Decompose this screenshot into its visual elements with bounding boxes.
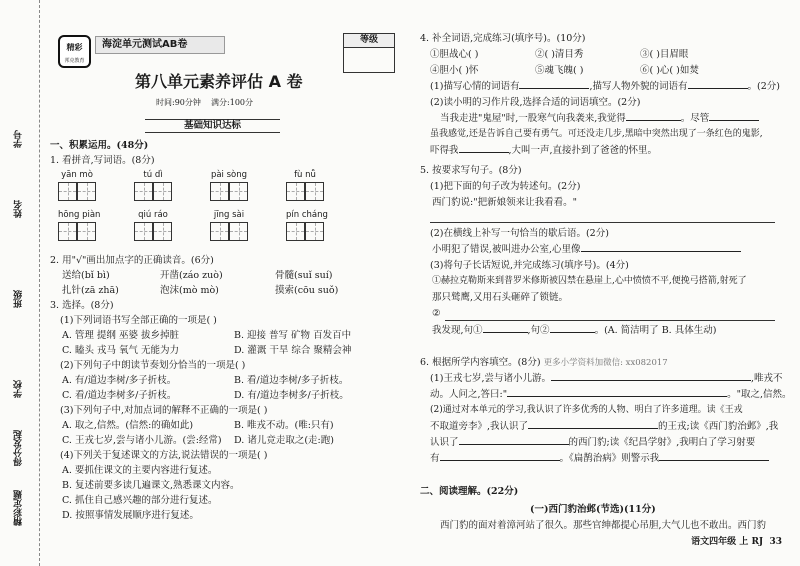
reading-title: (一)西门豹治邺(节选)(11分) [530,504,656,515]
q2-heading: 2. 用"√"画出加点字的正确读音。(6分) [50,255,214,266]
q6-2-text: 。《扁鹊治病》则警示我 [559,453,660,464]
q5-3-find-line [432,325,716,337]
sidebar-label-class: 班级 [14,290,24,308]
writing-cell[interactable] [305,182,324,201]
pinyin-item [134,210,172,240]
answer-blank[interactable] [709,120,759,121]
answer-blank[interactable] [459,444,569,445]
q6-1-line [430,373,783,385]
q3-4-question: (4)下列关于复述课文的方法,说法错误的一项是( ) [60,450,268,461]
pinyin-item [58,210,100,240]
sidebar-label-id: 学号 [14,130,24,148]
q4-1-line [430,81,780,93]
passage-text: 。尽管 [680,113,710,124]
q4-word[interactable]: ②( )清目秀 [535,49,584,60]
q2-option[interactable]: 扎针(zā zhā) [62,285,119,296]
reading-text: 西门豹的面对着漳河站了很久。那些官绅都提心吊胆,大气儿也不敢出。西门豹 [440,520,767,531]
writing-cell[interactable] [153,182,172,201]
q3-heading: 3. 选择。(8分) [50,300,114,311]
passage-text: 虽我感觉,还是告诉自己要有勇气。可还没走几步,黑暗中突然出现了一条红色的鬼影, [430,129,763,139]
pinyin-item [134,170,172,200]
answer-blank[interactable] [483,332,528,333]
answer-line[interactable] [430,222,775,223]
q1-heading: 1. 看拼音,写词语。(8分) [50,155,155,166]
q4-2-question: (2)读小明的习作片段,选择合适的词语填空。(2分) [430,97,641,108]
writing-cell[interactable] [77,182,96,201]
q5-1-text: 西门豹说:"把新娘领来让我看看。" [432,197,577,208]
brand-logo [58,35,91,68]
q6-heading-line [420,357,668,369]
q3-3-question: (3)下列句子中,对加点词的解释不正确的一项是( ) [60,405,268,416]
answer-blank[interactable] [519,88,589,89]
q6-1-line [430,389,791,401]
q6-2-text: 不取道旁李》,我认识了 [430,421,529,432]
q3-2-option-a[interactable]: A. 有/道边李树/多子折枝。 [62,375,177,386]
q2-option[interactable]: 泡沫(mò mò) [160,285,219,296]
time-label: 时间:90分钟 [156,98,201,107]
q5-3-question: (3)将句子长话短说,并完成练习(填序号)。(4分) [430,260,629,271]
section-banner-text: 基础知识达标 [183,120,241,131]
q6-2-text: 认识了 [430,437,459,448]
pinyin-text: pín cháng [286,210,328,220]
answer-blank[interactable] [626,120,681,121]
q3-4-option-b[interactable]: B. 复述前要多读几遍课文,熟悉课文内容。 [62,480,240,491]
q2-option[interactable]: 摸索(cōu suǒ) [275,285,339,296]
q4-word[interactable]: ⑤魂飞魄( ) [535,65,584,76]
grade-box [343,33,395,73]
pinyin-item [286,170,324,200]
answer-line[interactable] [445,320,775,321]
q5-3-find-text: 我发现,句① [432,325,483,336]
q3-3-option-a[interactable]: A. 取之,信然。(信然:的确如此) [62,420,194,431]
answer-blank[interactable] [659,460,769,461]
pinyin-text: yān mò [61,170,93,180]
q4-passage-line [440,113,759,125]
series-ribbon: 海淀单元测试AB卷 [95,36,225,54]
q6-2-text: 有 [430,453,440,464]
q3-1-option-a[interactable]: A. 管理 提纲 巫婆 拔乡掉脏 [62,330,179,341]
pinyin-text: fù nǚ [294,170,316,180]
score-label: 满分:100分 [211,98,254,107]
q6-2-line [430,437,755,449]
sidebar-brand: 精彩定题 [14,490,24,526]
binding-sidebar [0,0,40,566]
q4-1-text: ,描写人物外貌的词语有 [589,81,688,92]
pinyin-text: pài sòng [210,170,248,180]
answer-blank[interactable] [688,88,748,89]
answer-blank[interactable] [551,380,751,381]
pinyin-item [210,210,248,240]
q5-3-line-label: ② [432,308,441,319]
q3-3-option-b[interactable]: B. 唯戎不动。(唯:只有) [234,420,334,431]
grade-label: 等级 [344,34,394,48]
answer-blank[interactable] [528,428,658,429]
q3-4-option-d[interactable]: D. 按照事情发展顺序进行复述。 [62,510,199,521]
q3-3-option-d[interactable]: D. 诸儿竞走取之(走:跑) [234,435,334,446]
q2-option[interactable]: 开凿(záo zuò) [160,270,223,281]
writing-cell[interactable] [58,222,77,241]
q2-option[interactable]: 骨髓(suǐ suí) [275,270,333,281]
q6-1-text: 。"取之,信然。 [727,389,792,400]
passage-text: 当我走进"鬼屋"时,一股寒气向我袭来,我觉得 [440,113,626,124]
q3-4-option-a[interactable]: A. 要抓住课文的主要内容进行复述。 [62,465,218,476]
writing-cell[interactable] [77,222,96,241]
q4-1-text: (1)描写心情的词语有 [430,81,520,92]
answer-blank[interactable] [459,152,509,153]
page-title: 第八单元素养评估 A 卷 [135,72,303,91]
q5-3-find-text: 。(A. 简洁明了 B. 具体生动) [594,325,717,336]
q3-2-option-c[interactable]: C. 看/道边李树多/子折枝。 [62,390,177,401]
q5-heading: 5. 按要求写句子。(8分) [420,165,522,176]
q3-2-option-d[interactable]: D. 有/道边李树多/子折枝。 [234,390,349,401]
pinyin-text: tú dì [143,170,163,180]
writing-cell[interactable] [153,222,172,241]
writing-cell[interactable] [134,182,153,201]
part-one-heading: 一、积累运用。(48分) [50,140,149,151]
answer-blank[interactable] [550,332,595,333]
sidebar-label-score: 得分发起 [14,430,24,466]
passage-text: ,大叫一声,直接扑到了爸爸的怀里。 [508,145,658,156]
q5-2-text: 小明犯了错误,被叫进办公室,心里像 [432,244,581,255]
q4-passage-line [430,145,657,157]
q6-2-text: 的西门豹;读《纪昌学射》,我明白了学习射要 [568,437,756,448]
q4-word[interactable]: ⑥( )心( )如焚 [640,65,699,76]
q4-1-text: 。(2分) [747,81,780,92]
q6-2-line [430,421,778,433]
pinyin-text: jīng sài [213,210,245,220]
q3-4-option-c[interactable]: C. 抓住自己感兴趣的部分进行复述。 [62,495,218,506]
q5-3-text: 那只鹫鹰,又用石头砸碎了锁链。 [432,292,569,303]
q4-word[interactable]: ①胆战心( ) [430,49,479,60]
q4-word[interactable]: ④胆小( )怀 [430,65,479,76]
q5-2-question: (2)在横线上补写一句恰当的歇后语。(2分) [430,228,609,239]
writing-cell[interactable] [229,182,248,201]
writing-cell[interactable] [210,182,229,201]
pinyin-item [286,210,328,240]
answer-blank[interactable] [440,460,560,461]
q6-heading: 6. 根据所学内容填空。(8分) [420,357,541,368]
q3-1-option-c[interactable]: C. 瞌头 戎马 氧气 无能为力 [62,345,180,356]
writing-cell[interactable] [210,222,229,241]
q6-note: 更多小学资料加微信: xx082017 [543,358,668,368]
writing-cell[interactable] [286,182,305,201]
q6-1-text: (1)王戎七岁,尝与诸小儿游。 [430,373,551,384]
q6-2-line [430,453,769,465]
q3-2-option-b[interactable]: B. 看/道边李树/多子折枝。 [234,375,349,386]
pinyin-item [210,170,248,200]
q4-heading: 4. 补全词语,完成练习(填序号)。(10分) [420,33,586,44]
q6-1-text: ,唯戎不 [750,373,783,384]
writing-cell[interactable] [286,222,305,241]
q6-2-text: (2)通过对本单元的学习,我认识了许多优秀的人物、明白了许多道理。读《王戎 [430,405,743,415]
q5-1-question: (1)把下面的句子改为转述句。(2分) [430,181,581,192]
writing-cell[interactable] [134,222,153,241]
logo-text: 精彩 [66,42,83,52]
writing-cell[interactable] [305,222,324,241]
sidebar-label-school: 学校 [14,380,24,398]
sidebar-label-name: 姓名 [14,200,24,218]
writing-cell[interactable] [58,182,77,201]
page-footer [691,537,782,548]
q4-word[interactable]: ③( )目眉眼 [640,49,689,60]
passage-text: 吓得我 [430,145,459,156]
answer-blank[interactable] [581,251,741,252]
q3-1-option-b[interactable]: B. 迎接 普写 矿物 百发百中 [234,330,352,341]
pinyin-item [58,170,96,200]
q5-2-line [432,244,741,256]
part-two-heading: 二、阅读理解。(22分) [420,486,519,497]
exam-meta [156,98,253,108]
q3-3-option-c[interactable]: C. 王戎七岁,尝与诸小儿游。(尝:经常) [62,435,222,446]
q3-1-option-d[interactable]: D. 灌溉 干旱 综合 聚精会神 [234,345,352,356]
q2-option[interactable]: 送给(bǐ bì) [62,270,110,281]
answer-blank[interactable] [507,396,727,397]
publisher-text: 邦克教育 [64,58,85,64]
q5-3-find-text: ,句② [527,325,550,336]
q6-2-text: 的王戎;读《西门豹治邺》,我 [658,421,779,432]
writing-cell[interactable] [229,222,248,241]
pinyin-text: hōng piàn [58,210,101,220]
pinyin-text: qiú ráo [138,210,168,220]
footer-subject: 语文四年级 上 RJ [691,537,764,547]
page-number: 33 [769,537,782,547]
q6-1-text: 动。人问之,答曰:" [430,389,508,400]
section-banner [145,119,280,133]
q3-1-question: (1)下列词语书写全部正确的一项是( ) [60,315,217,326]
q3-2-question: (2)下列句子中朗读节奏划分恰当的一项是( ) [60,360,246,371]
q5-3-text: ①赫拉克勒斯来到普罗米修斯被囚禁在悬崖上,心中愤愤不平,便挽弓搭箭,射死了 [432,276,747,286]
